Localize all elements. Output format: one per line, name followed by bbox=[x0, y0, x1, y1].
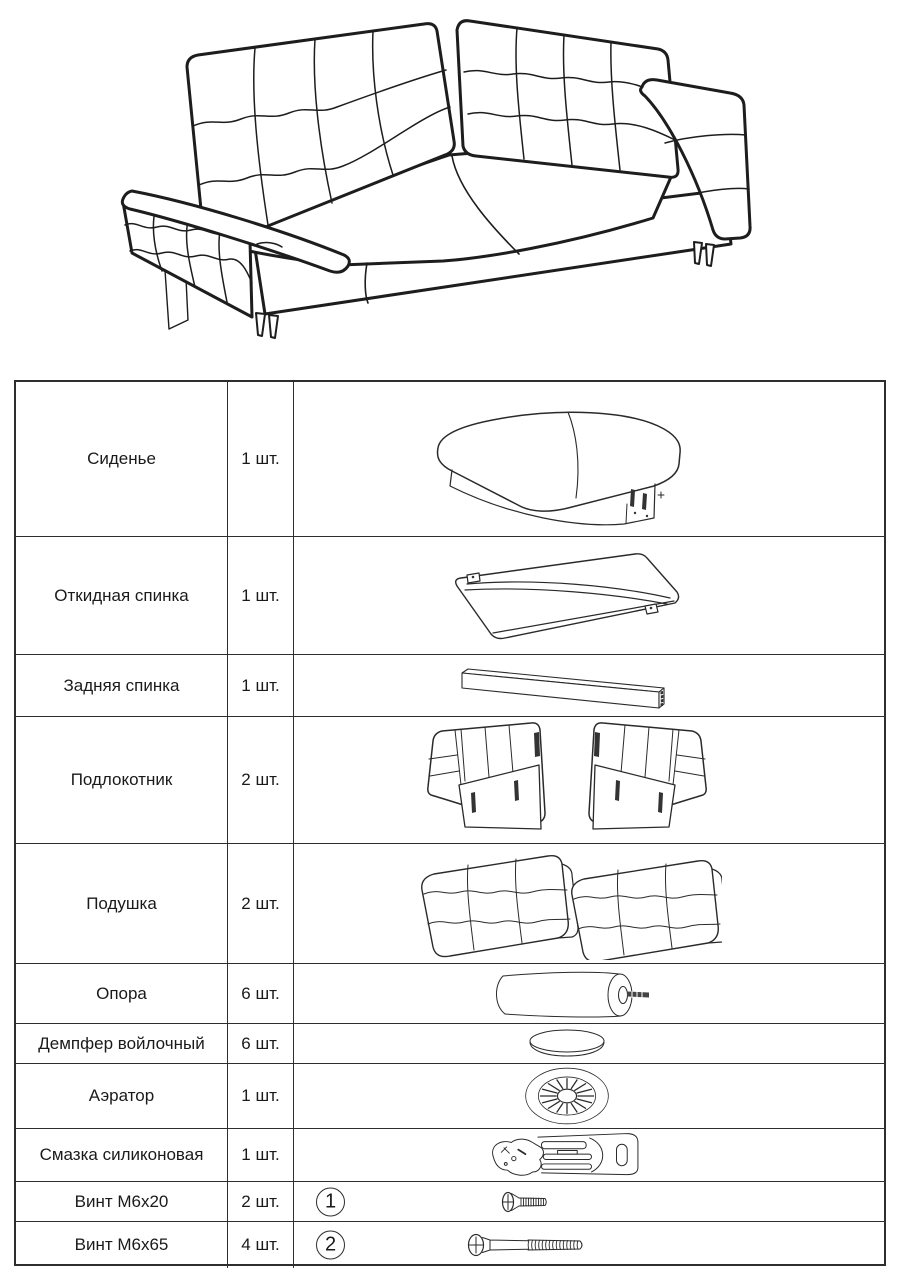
part-name: Аэратор bbox=[88, 1086, 155, 1105]
part-qty: 2 шт. bbox=[241, 1191, 280, 1211]
table-row bbox=[16, 964, 884, 1024]
table-row bbox=[16, 717, 884, 844]
part-name: Задняя спинка bbox=[63, 675, 180, 695]
part-name: Сиденье bbox=[87, 449, 156, 468]
sofa-line-drawing-icon bbox=[105, 4, 805, 356]
table-row bbox=[16, 844, 884, 964]
seat-drawing-icon bbox=[422, 392, 712, 527]
part-name: Откидная спинка bbox=[54, 585, 189, 605]
table-row bbox=[16, 1222, 884, 1268]
part-qty: 1 шт. bbox=[241, 449, 280, 468]
part-name: Демпфер войлочный bbox=[38, 1033, 205, 1053]
item-number-badge bbox=[316, 1187, 345, 1216]
part-name: Опора bbox=[96, 983, 147, 1003]
table-row bbox=[16, 1182, 884, 1222]
parts-table bbox=[14, 380, 886, 1266]
part-name: Подлокотник bbox=[70, 770, 173, 789]
part-name: Смазка силиконовая bbox=[39, 1145, 204, 1164]
rear-panel-drawing-icon bbox=[444, 661, 689, 711]
screw-m6x65-drawing-icon bbox=[466, 1231, 592, 1259]
leg-support-drawing-icon bbox=[477, 966, 657, 1022]
screw-m6x65-position bbox=[466, 1231, 592, 1259]
table-row bbox=[16, 382, 884, 537]
table-row bbox=[16, 1129, 884, 1182]
table-row bbox=[16, 1024, 884, 1064]
part-qty: 2 шт. bbox=[241, 770, 280, 789]
folding-backrest-drawing-icon bbox=[427, 546, 707, 646]
table-row bbox=[16, 655, 884, 717]
screw-m6x20-position bbox=[499, 1185, 551, 1219]
part-qty: 1 шт. bbox=[241, 1086, 280, 1105]
item-number: 1 bbox=[324, 1190, 337, 1212]
item-number-badge bbox=[316, 1231, 345, 1260]
screw-m6x20-drawing-icon bbox=[499, 1185, 551, 1219]
felt-damper-drawing-icon bbox=[507, 1027, 627, 1061]
part-name: Винт М6х20 bbox=[74, 1191, 169, 1211]
cushion-drawing-icon bbox=[412, 848, 722, 960]
part-qty: 6 шт. bbox=[241, 1033, 280, 1053]
table-row bbox=[16, 1064, 884, 1129]
part-qty: 6 шт. bbox=[241, 983, 280, 1003]
silicone-grease-drawing-icon bbox=[484, 1130, 649, 1180]
armrest-drawing-icon bbox=[421, 721, 713, 839]
part-qty: 4 шт. bbox=[241, 1235, 280, 1254]
part-qty: 1 шт. bbox=[241, 1145, 280, 1164]
part-qty: 1 шт. bbox=[241, 675, 280, 695]
item-number: 2 bbox=[324, 1233, 337, 1256]
part-name: Винт М6х65 bbox=[74, 1235, 169, 1254]
part-name: Подушка bbox=[86, 893, 157, 913]
table-row bbox=[16, 537, 884, 655]
sofa-illustration-container bbox=[105, 4, 805, 356]
aerator-drawing-icon bbox=[497, 1065, 637, 1127]
part-qty: 1 шт. bbox=[241, 585, 280, 605]
part-qty: 2 шт. bbox=[241, 893, 280, 913]
